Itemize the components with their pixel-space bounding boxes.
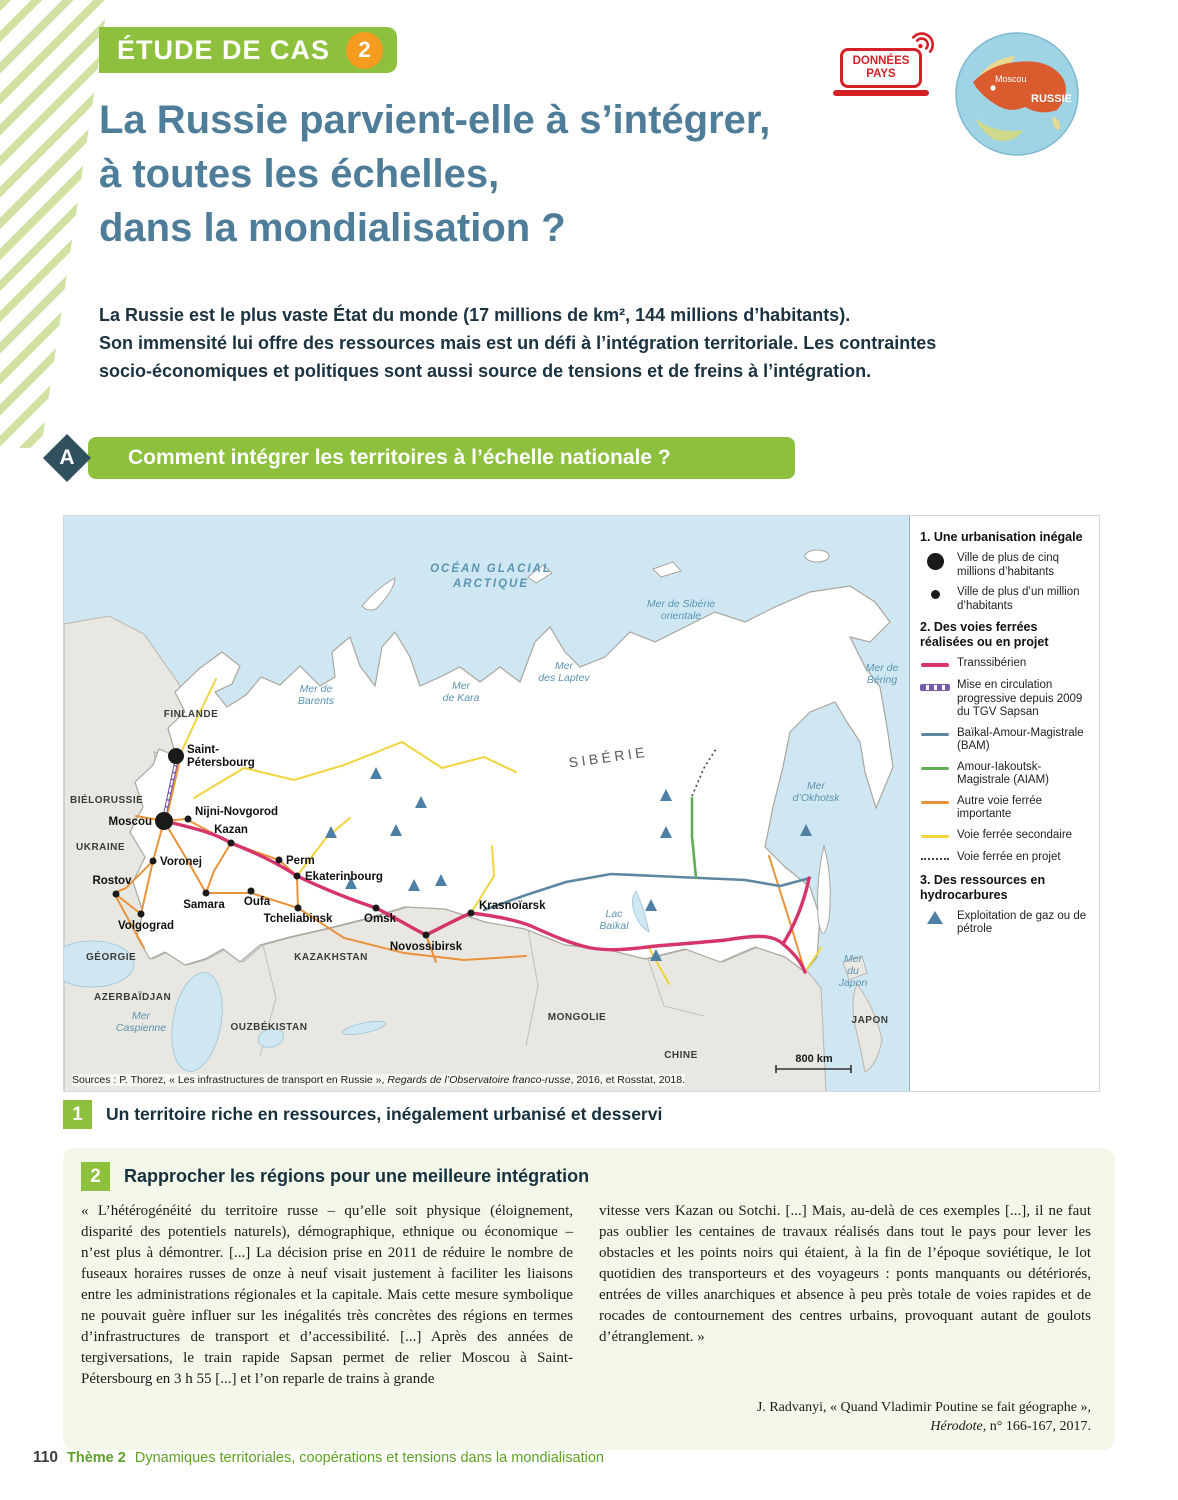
doc2-column-2: vitesse vers Kazan ou Sotchi. [...] Mais, au-delà de ces exemples [...], il ne faut pas oublier les centaines de travaux réalisés dans tout le pays pour lever les obstacles et les points noirs qui étaient, à la fin de l’époque soviétique, le lot quotidien des transporteurs et des voyageurs : ponts manquants ou détériorés, entrées de villes anarchiques et absence à peu près totale de voies rapides et de rocades de contournement des centres urbains, provoquant autant de goulots d’étranglement. »	[599, 1203, 1091, 1345]
label-laptev-1: Mer	[554, 660, 574, 672]
laptop-base-icon	[833, 90, 929, 96]
page-footer	[33, 1449, 604, 1467]
intro-paragraph	[99, 301, 936, 385]
page-number: 110	[33, 1449, 59, 1466]
doc2-header	[81, 1162, 1091, 1191]
footer-text: Dynamiques territoriales, coopérations et tensions dans la mondialisation	[134, 1450, 604, 1466]
label-ekaterinbourg: Ekaterinbourg	[305, 871, 383, 883]
title-line-1: La Russie parvient-elle à s’intégrer,	[99, 98, 771, 142]
title-line-3: dans la mondialisation ?	[99, 206, 566, 250]
big-city-dot-icon	[920, 552, 950, 570]
label-finlande: FINLANDE	[163, 709, 219, 720]
sources-prefix: Sources : P. Thorez, « Les infrastructures de transport en Russie »,	[72, 1074, 388, 1086]
intro-line-1: La Russie est le plus vaste État du monde (17 millions de km², 144 millions d’habitants).	[99, 305, 851, 325]
scale-label: 800 km	[795, 1053, 833, 1065]
label-okhotsk-2: d’Okhotsk	[792, 792, 840, 804]
legend-label: Amour-Iakoutsk-Magistrale (AIAM)	[957, 760, 1050, 786]
label-mer-japon-1: Mer	[843, 953, 863, 965]
label-baikal-2: Baïkal	[599, 920, 629, 932]
intro-line-3: socio-économiques et politiques sont aussi source de tensions et de freins à l’intégration.	[99, 361, 872, 381]
map-legend	[909, 516, 1099, 1091]
label-mongolie: MONGOLIE	[547, 1012, 607, 1023]
label-nijni-novgorod: Nijni-Novgorod	[195, 806, 279, 818]
label-omsk: Omsk	[364, 913, 396, 925]
doc2-number: 2	[81, 1162, 110, 1191]
projected-line-icon	[920, 851, 950, 866]
donnees-pays-badge	[840, 48, 922, 96]
label-krasnoiarsk: Krasnoïarsk	[479, 900, 546, 912]
label-georgie: GÉORGIE	[86, 952, 137, 963]
legend-item	[920, 910, 1091, 937]
label-caspienne-2: Caspienne	[115, 1022, 167, 1034]
label-laptev-2: des Laptev	[538, 672, 590, 684]
doc2-column-1: « L’hétérogénéité du territoire russe – qu’elle soit physique (éloignement, disparité des potentiels naturels), démographique, ethnique ou économique – n’est plus à démontrer. [...] La décision prise en 2011 de réduire le nombre de fuseaux horaires russes de onze à neuf visait justement à faciliter les liaisons entre les administrations régionales et la capitale. Mais cette mesure symbolique ne pouvait guère influer sur les inégalités très concrètes des régions en termes d’infrastructures de transport et d’accessibilité. [...] Après des années de tergiversations, le train rapide Sapsan permet de relier Moscou à Saint-Pétersbourg en 3 h 55 [...] et l’on reparle de trains à grande	[81, 1203, 573, 1387]
label-ukraine: UKRAINE	[76, 842, 126, 853]
gas-triangle-icon	[920, 910, 950, 925]
doc1-number: 1	[63, 1100, 92, 1129]
main-line-icon	[920, 795, 950, 810]
label-barents-1: Mer de	[299, 683, 333, 695]
legend-item	[920, 795, 1091, 822]
sources-title: Regards de l’Observatoire franco-russe	[387, 1074, 571, 1086]
russia-map-svg	[64, 516, 909, 1091]
legend-section-2-title: 2. Des voies ferrées réalisées ou en projet	[920, 620, 1049, 649]
intro-line-2: Son immensité lui offre des ressources mais est un défi à l’intégration territoriale. Les contraintes	[99, 333, 937, 353]
legend-label: Mise en circulation progressive depuis 2009 du TGV Sapsan	[957, 679, 1083, 718]
label-kazan: Kazan	[214, 824, 248, 836]
legend-item	[920, 552, 1091, 579]
label-barents-2: Barents	[297, 695, 335, 707]
attribution-line-2	[81, 1417, 1091, 1436]
doc2-title: Rapprocher les régions pour une meilleure intégration	[124, 1166, 590, 1186]
bam-line-icon	[920, 727, 950, 742]
legend-section-1-title: 1. Une urbanisation inégale	[920, 530, 1083, 544]
label-kara-1: Mer	[451, 680, 471, 692]
section-a-marker	[43, 434, 91, 482]
label-bering-2: Béring	[866, 674, 898, 686]
legend-label: Exploitation de gaz ou de pétrole	[957, 909, 1087, 935]
transsiberien-line-icon	[920, 657, 950, 672]
doc1-caption-text: Un territoire riche en ressources, inégalement urbanisé et desservi	[106, 1104, 663, 1124]
legend-item	[920, 829, 1091, 844]
legend-item	[920, 761, 1091, 788]
legend-section-3-title: 3. Des ressources en hydrocarbures	[920, 872, 1046, 902]
legend-item	[920, 851, 1091, 866]
legend-item	[920, 679, 1091, 720]
attribution-rest: , n° 166-167, 2017.	[982, 1419, 1091, 1434]
label-caspienne-1: Mer	[131, 1010, 151, 1022]
label-bering-1: Mer de	[865, 662, 899, 674]
globe-country-label: RUSSIE	[1031, 93, 1072, 105]
label-samara: Samara	[183, 899, 225, 911]
label-oufa: Oufa	[243, 896, 271, 908]
decorative-stripes	[0, 0, 108, 448]
legend-label: Transsibérien	[957, 657, 1027, 669]
label-moscou: Moscou	[108, 816, 152, 828]
wifi-icon	[908, 30, 938, 61]
label-ocean-glacial-1: OCÉAN GLACIAL	[430, 563, 552, 575]
aiam-line-icon	[920, 761, 950, 776]
label-okhotsk-1: Mer	[806, 780, 826, 792]
label-perm: Perm	[286, 855, 315, 867]
case-study-label: ÉTUDE DE CAS	[117, 34, 331, 65]
small-city-dot-icon	[920, 586, 950, 601]
label-volgograd: Volgograd	[117, 920, 175, 932]
doc1-caption	[63, 1100, 662, 1129]
footer-theme: Thème 2	[67, 1450, 126, 1466]
case-study-banner	[99, 27, 397, 73]
section-a-banner	[88, 437, 795, 479]
sources-suffix: , 2016, et Rosstat, 2018.	[570, 1074, 686, 1086]
pays-label: PAYS	[866, 68, 896, 80]
label-kazakhstan: KAZAKHSTAN	[294, 952, 368, 963]
title-line-2: à toutes les échelles,	[99, 152, 500, 196]
label-tcheliabinsk: Tcheliabinsk	[263, 913, 333, 925]
legend-label: Voie ferrée en projet	[957, 850, 1061, 863]
legend-label: Voie ferrée secondaire	[957, 828, 1073, 841]
label-voronej: Voronej	[160, 856, 202, 868]
label-mer-japon-2: du	[847, 965, 859, 977]
label-saint-petersbourg-2: Pétersbourg	[187, 757, 255, 769]
label-japon: JAPON	[851, 1015, 889, 1026]
case-study-number: 2	[346, 32, 383, 69]
label-ocean-glacial-2: ARCTIQUE	[452, 578, 530, 590]
section-a-title: Comment intégrer les territoires à l’échelle nationale ?	[128, 446, 671, 469]
donnees-label: DONNÉES	[852, 55, 910, 67]
doc2-attribution	[81, 1398, 1091, 1436]
legend-item	[920, 586, 1091, 613]
secondary-line-icon	[920, 829, 950, 844]
attribution-line-1: J. Radvanyi, « Quand Vladimir Poutine se fait géographe »,	[756, 1400, 1091, 1415]
doc2-box	[63, 1148, 1115, 1450]
label-bielorussie: BIÉLORUSSIE	[70, 795, 144, 806]
legend-label: Baïkal-Amour-Magistrale (BAM)	[957, 726, 1084, 752]
label-mer-siberie-1: Mer de Sibérie	[646, 598, 716, 610]
map-sources	[72, 1074, 685, 1086]
doc2-columns	[81, 1201, 1091, 1390]
label-saint-petersbourg-1: Saint-	[187, 744, 219, 756]
label-mer-japon-3: Japon	[838, 977, 868, 989]
label-rostov: Rostov	[92, 875, 132, 887]
page-title	[99, 93, 770, 255]
legend-label: Autre voie ferrée importante	[957, 794, 1043, 820]
globe-locator	[953, 30, 1081, 163]
globe-icon	[953, 30, 1081, 158]
label-baikal-1: Lac	[605, 908, 623, 920]
map-figure	[63, 515, 1100, 1092]
label-siberie: SIBÉRIE	[567, 743, 649, 771]
label-mer-siberie-2: orientale	[660, 610, 702, 622]
legend-item	[920, 727, 1091, 754]
label-novossibirsk: Novossibirsk	[389, 941, 463, 953]
attribution-journal: Hérodote	[930, 1419, 983, 1434]
globe-city-label: Moscou	[995, 74, 1027, 84]
label-azerbaidjan: AZERBAÏDJAN	[94, 992, 172, 1003]
legend-label: Ville de plus de cinq millions d’habitants	[957, 552, 1060, 578]
map-canvas	[64, 516, 909, 1091]
label-ouzbekistan: OUZBÉKISTAN	[230, 1022, 308, 1033]
label-chine: CHINE	[664, 1050, 698, 1061]
label-kara-2: de Kara	[442, 692, 480, 704]
legend-label: Ville de plus d’un million d’habitants	[957, 586, 1080, 612]
sapsan-line-icon	[920, 679, 950, 694]
legend-item	[920, 657, 1091, 672]
section-a-letter: A	[59, 446, 75, 469]
